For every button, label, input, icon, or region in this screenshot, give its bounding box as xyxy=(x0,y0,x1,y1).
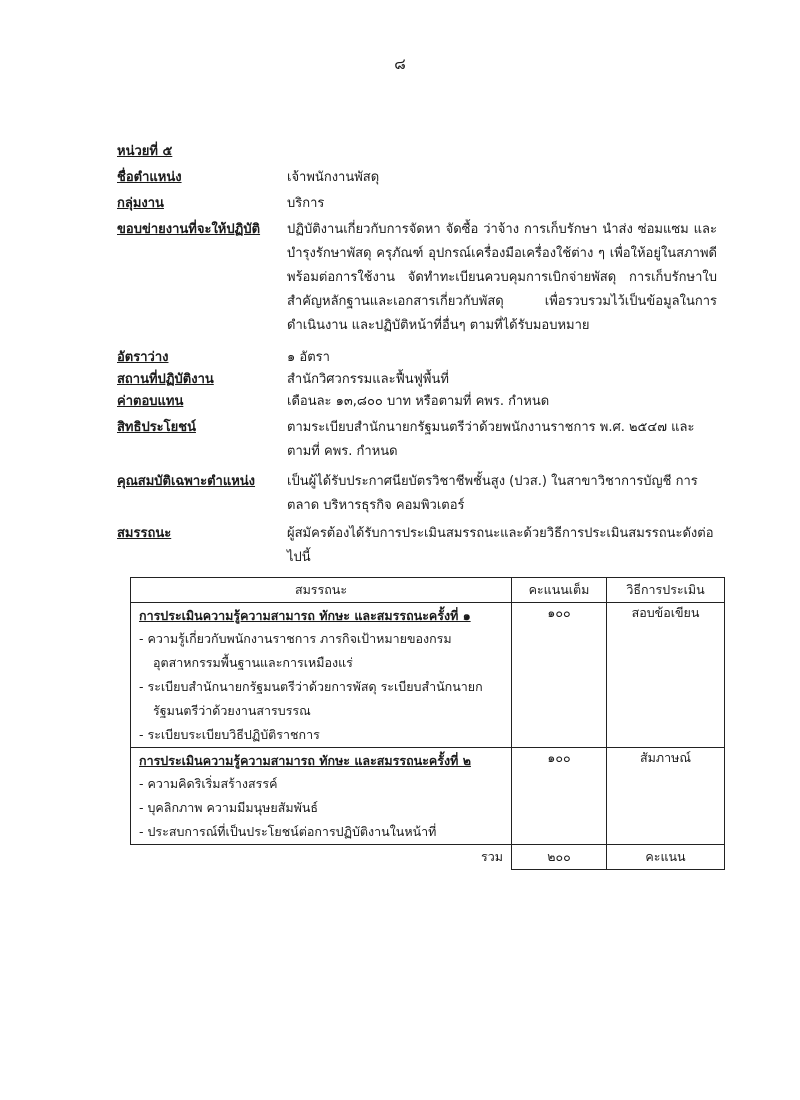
duties-value: ปฏิบัติงานเกี่ยวกับการจัดหา จัดซื้อ ว่าจ้าง การเก็บรักษา นำส่ง ซ่อมแซม และบำรุงรักษาพัสดุ ครุภัณฑ์ อุปกรณ์เครื่องมือเครื่องใช้ต่าง ๆ เพื่อให้อยู่ในสภาพดีพร้อมต่อการใช้งาน จัดทำทะเบียนควบคุมการเบิกจ่ายพัสดุ การเก็บรักษาใบสำคัญหลักฐานและเอกสารเกี่ยวกับพัสดุ เพื่อรวบรวมไว้เป็นข้อมูลในการดำเนินงาน และปฏิบัติหน้าที่อื่นๆ ตามที่ได้รับมอบหมาย xyxy=(287,222,717,333)
competency-table xyxy=(130,577,725,870)
section-1-cell xyxy=(131,603,512,748)
section-2-score: ๑๐๐ xyxy=(512,748,607,845)
qualifications-label: คุณสมบัติเฉพาะตำแหน่ง xyxy=(117,474,256,489)
section-2-item: - บุคลิกภาพ ความมีมนุษยสัมพันธ์ xyxy=(139,800,318,815)
section-1-score: ๑๐๐ xyxy=(512,603,607,748)
total-row xyxy=(131,845,725,870)
section-2-cell xyxy=(131,748,512,845)
position-value: เจ้าพนักงานพัสดุ xyxy=(287,170,380,185)
field-compensation xyxy=(117,390,717,416)
total-score: ๒๐๐ xyxy=(512,845,607,870)
field-unit xyxy=(117,140,717,166)
section-2-item: - ประสบการณ์ที่เป็นประโยชน์ต่อการปฏิบัติงานในหน้าที่ xyxy=(139,824,437,839)
table-row xyxy=(131,603,725,748)
section-2-item: - ความคิดริเริ่มสร้างสรรค์ xyxy=(139,776,278,791)
field-position xyxy=(117,166,717,192)
competency-value: ผู้สมัครต้องได้รับการประเมินสมรรถนะและด้วยวิธีการประเมินสมรรถนะดังต่อไปนี้ xyxy=(287,526,714,565)
vacancies-label: อัตราว่าง xyxy=(117,350,169,365)
competency-label: สมรรถนะ xyxy=(117,526,172,541)
vacancies-value: ๑ อัตรา xyxy=(287,350,330,365)
position-label: ชื่อตำแหน่ง xyxy=(117,170,182,185)
field-benefits xyxy=(117,416,717,470)
table-header-row xyxy=(131,578,725,603)
section-1-item: - ระเบียบสำนักนายกรัฐมนตรีว่าด้วยการพัสดุ ระเบียบสำนักนายกรัฐมนตรีว่าด้วยงานสารบรรณ xyxy=(139,679,483,718)
field-workplace xyxy=(117,368,717,390)
unit-label: หน่วยที่ ๕ xyxy=(117,144,173,159)
compensation-value: เดือนละ ๑๓,๘๐๐ บาท หรือตามที่ คพร. กำหนด xyxy=(287,394,550,409)
group-value: บริการ xyxy=(287,196,325,211)
total-label: รวม xyxy=(481,849,503,865)
section-2-method: สัมภาษณ์ xyxy=(607,748,725,845)
header-competency: สมรรถนะ xyxy=(131,578,512,603)
duties-label: ขอบข่ายงานที่จะให้ปฏิบัติ xyxy=(117,222,261,237)
compensation-label: ค่าตอบแทน xyxy=(117,394,184,409)
workplace-value: สำนักวิศวกรรมและฟื้นฟูพื้นที่ xyxy=(287,372,449,387)
section-1-title: การประเมินความรู้ความสามารถ ทักษะ และสมรรถนะครั้งที่ ๑ xyxy=(139,608,471,623)
section-2-title: การประเมินความรู้ความสามารถ ทักษะ และสมรรถนะครั้งที่ ๒ xyxy=(139,753,471,768)
header-method: วิธีการประเมิน xyxy=(607,578,725,603)
workplace-label: สถานที่ปฏิบัติงาน xyxy=(117,372,214,387)
field-group xyxy=(117,192,717,218)
field-vacancies xyxy=(117,346,717,368)
job-details xyxy=(117,140,717,572)
qualifications-value: เป็นผู้ได้รับประกาศนียบัตรวิชาชีพชั้นสูง (ปวส.) ในสาขาวิชาการบัญชี การตลาด บริหารธุรกิจ คอมพิวเตอร์ xyxy=(287,474,698,513)
field-duties xyxy=(117,218,717,346)
section-1-item: - ความรู้เกี่ยวกับพนักงานราชการ ภารกิจเป้าหมายของกรมอุตสาหกรรมพื้นฐานและการเหมืองแร่ xyxy=(139,631,452,670)
table-row xyxy=(131,748,725,845)
section-1-method: สอบข้อเขียน xyxy=(607,603,725,748)
field-competency xyxy=(117,522,717,572)
section-1-item: - ระเบียบระเบียบวิธีปฏิบัติราชการ xyxy=(139,727,320,742)
group-label: กลุ่มงาน xyxy=(117,196,164,211)
benefits-value: ตามระเบียบสำนักนายกรัฐมนตรีว่าด้วยพนักงานราชการ พ.ศ. ๒๕๔๗ และตามที่ คพร. กำหนด xyxy=(287,420,695,459)
field-qualifications xyxy=(117,470,717,522)
header-full-score: คะแนนเต็ม xyxy=(512,578,607,603)
page-number: ๘ xyxy=(394,55,406,73)
total-unit: คะแนน xyxy=(607,845,725,870)
benefits-label: สิทธิประโยชน์ xyxy=(117,420,196,435)
